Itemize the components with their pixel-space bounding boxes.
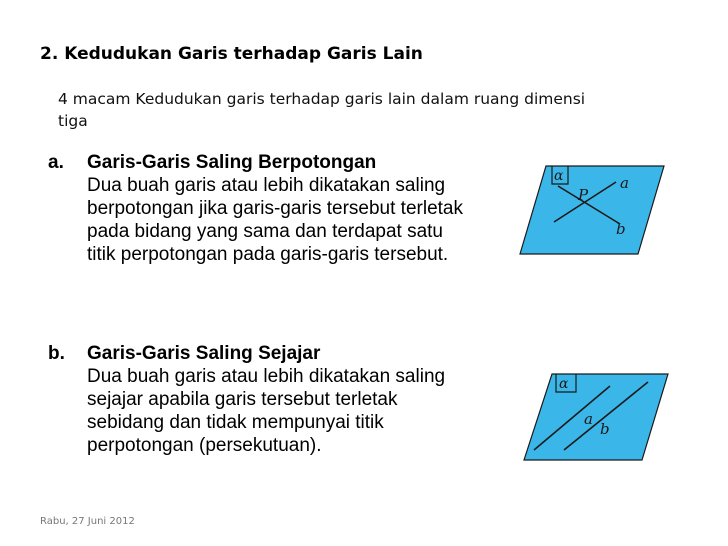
section-heading: Garis-Garis Saling Sejajar xyxy=(87,343,321,364)
line-b-label: b xyxy=(600,420,610,438)
plane-label: α xyxy=(559,376,569,392)
slide-title: 2. Kedudukan Garis terhadap Garis Lain xyxy=(40,44,423,64)
slide-subtitle: 4 macam Kedudukan garis terhadap garis lain dalam ruang dimensi tiga xyxy=(58,90,586,130)
section-marker: a. xyxy=(48,152,64,173)
line-a-label: a xyxy=(584,410,593,428)
section-body: Dua buah garis atau lebih dikatakan saling berpotongan jika garis-garis tersebut terletak pada bidang yang sama dan terdapat satu titik perpotongan pada garis-garis tersebut. xyxy=(87,175,463,265)
plane-alpha xyxy=(524,374,668,460)
line-b-label: b xyxy=(616,220,626,238)
point-p-label: P xyxy=(578,186,589,204)
section-marker: b. xyxy=(48,343,65,364)
parallel-lines-figure xyxy=(520,370,672,464)
section-body: Dua buah garis atau lebih dikatakan saling sejajar apabila garis tersebut terletak sebidang dan tidak mempunyai titik perpotongan (persekutuan). xyxy=(87,366,446,456)
footer-date: Rabu, 27 Juni 2012 xyxy=(40,516,135,527)
plane-alpha xyxy=(520,166,664,254)
line-a-label: a xyxy=(620,174,629,192)
intersecting-lines-figure xyxy=(516,162,668,258)
plane-label: α xyxy=(554,168,564,184)
section-heading: Garis-Garis Saling Berpotongan xyxy=(87,152,377,173)
